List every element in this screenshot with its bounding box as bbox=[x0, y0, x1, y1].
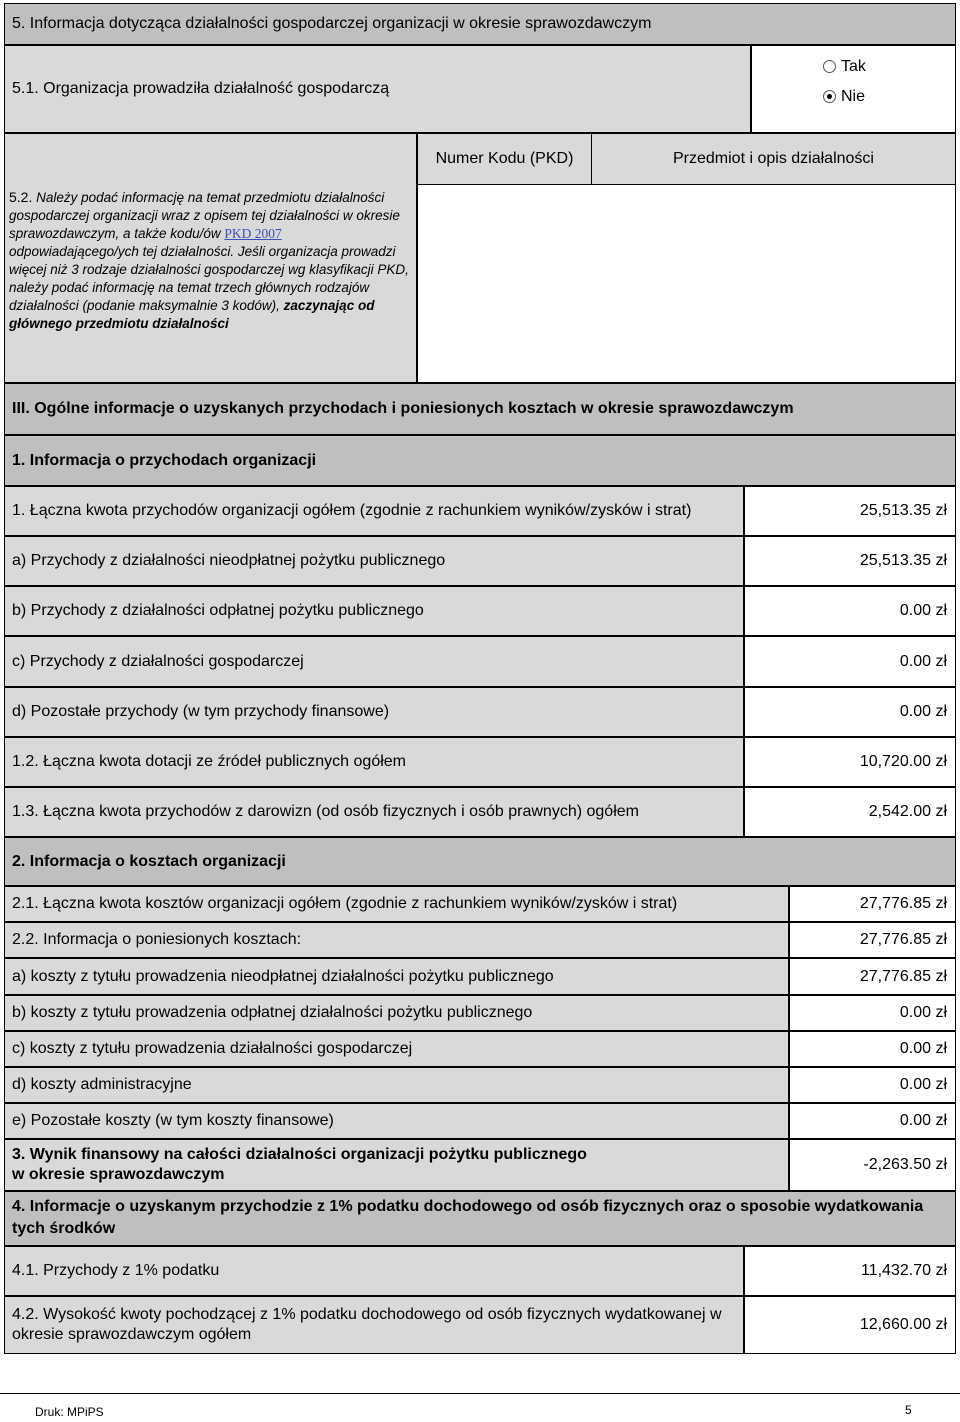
cost-row-value: 27,776.85 zł bbox=[789, 922, 956, 958]
footer-divider bbox=[0, 1393, 960, 1394]
income-row-label: c) Przychody z działalności gospodarczej bbox=[4, 636, 744, 687]
q51-label-cell: 5.1. Organizacja prowadziła działalność gospodarczą bbox=[4, 45, 751, 133]
income-row-value: 25,513.35 zł bbox=[744, 486, 956, 536]
income-row-label: b) Przychody z działalności odpłatnej pożytku publicznego bbox=[4, 586, 744, 636]
cost-row-value: 27,776.85 zł bbox=[789, 886, 956, 922]
radio-tak[interactable] bbox=[823, 60, 836, 73]
q52-description-cell bbox=[4, 133, 417, 383]
income-title: 1. Informacja o przychodach organizacji bbox=[4, 435, 956, 486]
income-row-label: 1. Łączna kwota przychodów organizacji ogółem (zgodnie z rachunkiem wyników/zysków i strat) bbox=[4, 486, 744, 536]
cost-row-label: e) Pozostałe koszty (w tym koszty finansowe) bbox=[4, 1103, 789, 1139]
q51-radio-group bbox=[751, 45, 956, 133]
radio-nie[interactable] bbox=[823, 90, 836, 103]
footer-print-label: Druk: MPiPS bbox=[35, 1405, 104, 1419]
income-row-label: a) Przychody z działalności nieodpłatnej pożytku publicznego bbox=[4, 536, 744, 586]
income-row-label: d) Pozostałe przychody (w tym przychody finansowe) bbox=[4, 687, 744, 737]
income-row-value: 0.00 zł bbox=[744, 687, 956, 737]
q52-description: 5.2. Należy podać informację na temat przedmiotu działalności gospodarczej organizacji wraz z opisem tej działalności w okresie sprawozdawczym, a także kodu/ów PKD 2007 odpowiadającego/ych tej działalności. Jeśli organizacja prowadzi więcej niż 3 rodzaje działalności gospodarczej wg klasyfikacji PKD, należy podać informację na temat trzech głównych rodzajów działalności (podanie maksymalnie 3 kodów), zaczynając od głównego przedmiotu działalności bbox=[9, 189, 409, 331]
section3-title: III. Ogólne informacje o uzyskanych przychodach i poniesionych kosztach w okresie sprawozdawczym bbox=[4, 383, 956, 435]
income-row-value: 0.00 zł bbox=[744, 636, 956, 687]
income-row-label: 1.3. Łączna kwota przychodów z darowizn (od osób fizycznych i osób prawnych) ogółem bbox=[4, 787, 744, 837]
radio-option-nie[interactable]: Nie bbox=[823, 88, 865, 106]
result-value: -2,263.50 zł bbox=[789, 1139, 956, 1191]
pkd-entry-area[interactable] bbox=[417, 184, 956, 383]
cost-row-label: 2.1. Łączna kwota kosztów organizacji ogółem (zgodnie z rachunkiem wyników/zysków i strat) bbox=[4, 886, 789, 922]
cost-row-label: c) koszty z tytułu prowadzenia działalności gospodarczej bbox=[4, 1031, 789, 1067]
one-percent-row-label: 4.2. Wysokość kwoty pochodzącej z 1% podatku dochodowego od osób fizycznych wydatkowanej w okresie sprawozdawczym ogółem bbox=[4, 1296, 744, 1354]
cost-row-label: a) koszty z tytułu prowadzenia nieodpłatnej działalności pożytku publicznego bbox=[4, 958, 789, 995]
result-label: 3. Wynik finansowy na całości działalności organizacji pożytku publicznego w okresie sprawozdawczym bbox=[4, 1139, 789, 1191]
cost-row-value: 27,776.85 zł bbox=[789, 958, 956, 995]
one-percent-row-value: 12,660.00 zł bbox=[744, 1296, 956, 1354]
cost-row-value: 0.00 zł bbox=[789, 995, 956, 1031]
one-percent-row-value: 11,432.70 zł bbox=[744, 1246, 956, 1296]
income-row-label: 1.2. Łączna kwota dotacji ze źródeł publicznych ogółem bbox=[4, 737, 744, 787]
cost-row-label: 2.2. Informacja o poniesionych kosztach: bbox=[4, 922, 789, 958]
one-percent-row-label: 4.1. Przychody z 1% podatku bbox=[4, 1246, 744, 1296]
radio-option-tak[interactable]: Tak bbox=[823, 58, 866, 76]
cost-row-value: 0.00 zł bbox=[789, 1067, 956, 1103]
cost-row-value: 0.00 zł bbox=[789, 1031, 956, 1067]
income-row-value: 0.00 zł bbox=[744, 586, 956, 636]
one-percent-title: 4. Informacje o uzyskanym przychodzie z 1% podatku dochodowego od osób fizycznych oraz o sposobie wydatkowania tych środków bbox=[4, 1191, 956, 1246]
cost-row-label: b) koszty z tytułu prowadzenia odpłatnej działalności pożytku publicznego bbox=[4, 995, 789, 1031]
section5-title: 5. Informacja dotycząca działalności gospodarczej organizacji w okresie sprawozdawczym bbox=[4, 3, 956, 45]
cost-row-value: 0.00 zł bbox=[789, 1103, 956, 1139]
costs-title: 2. Informacja o kosztach organizacji bbox=[4, 837, 956, 886]
footer-page-number: 5 bbox=[905, 1403, 912, 1417]
income-row-value: 25,513.35 zł bbox=[744, 536, 956, 586]
col-subject-header: Przedmiot i opis działalności bbox=[591, 133, 956, 185]
cost-row-label: d) koszty administracyjne bbox=[4, 1067, 789, 1103]
col-pkd-header: Numer Kodu (PKD) bbox=[417, 133, 592, 185]
income-row-value: 10,720.00 zł bbox=[744, 737, 956, 787]
income-row-value: 2,542.00 zł bbox=[744, 787, 956, 837]
pkd-2007-link[interactable]: PKD 2007 bbox=[224, 226, 282, 241]
